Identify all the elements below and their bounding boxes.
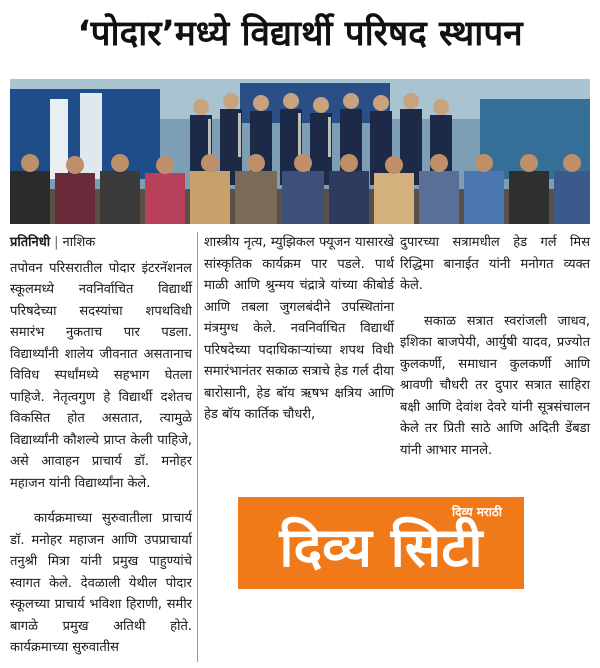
article-column-3 bbox=[400, 232, 590, 461]
article-paragraph: तपोवन परिसरातील पोदार इंटरनॅशनल स्कूलमध्ये नवनिर्वाचित विद्यार्थी परिषदेच्या सदस्यांचा शपथविधी समारंभ नुकताच पार पडला. विद्यार्थ्यांनी शालेय जीवनात असतानाच विविध स्पर्धांमध्ये सहभाग घेतला पाहिजे. नेतृत्वगुण हे विद्यार्थी दशेतच विकसित होत असतात, त्यामुळे विद्यार्थ्यांनी कौशल्ये प्राप्त केली पाहिजे, असे आवाहन प्राचार्य डॉ. मनोहर महाजन यांनी विद्यार्थ्यांना केले. bbox=[10, 260, 192, 491]
dateline-city: नाशिक bbox=[62, 235, 96, 250]
article-paragraph: कार्यक्रमाच्या सुरुवातीला प्राचार्य डॉ. मनोहर महाजन आणि उपप्राचार्या तनुश्री मित्रा यांनी प्रमुख पाहुण्यांचे स्वागत केले. देवळाली येथील पोदार स्कूलच्या प्राचार्य भविशा हिराणी, समीर बागळे प्रमुख अतिथी होते. कार्यक्रमाच्या सुरुवातीस bbox=[10, 511, 192, 655]
article-paragraph: दुपारच्या सत्रामधील हेड गर्ल मिस रिद्धिमा बानाईत यांनी मनोगत व्यक्त केले. bbox=[400, 235, 590, 293]
article-column-1 bbox=[10, 232, 192, 659]
divya-city-logo bbox=[238, 497, 524, 589]
logo-title: दिव्य सिटी bbox=[279, 516, 483, 579]
group-photo-icon bbox=[10, 79, 590, 224]
article-column-2 bbox=[204, 232, 394, 426]
article-paragraph: शास्त्रीय नृत्य, म्युझिकल फ्यूजन यासारखे सांस्कृतिक कार्यक्रम पार पडले. पार्थ माळी आणि श्रुन्मय चंद्रात्रे यांच्या कीबोर्ड आणि तबला जुगलबंदीने उपस्थितांना मंत्रमुग्ध केले. नवनिर्वाचित विद्यार्थी परिषदेच्या पदाधिकाऱ्यांच्या शपथ विधी समारंभानंतर सकाळ सत्राचे हेड गर्ल दीया बारोसानी, हेड बॉय ऋषभ क्षत्रिय आणि हेड बॉय कार्तिक चौधरी, bbox=[204, 235, 394, 422]
dateline-separator: | bbox=[54, 235, 59, 250]
column-divider bbox=[197, 232, 198, 662]
article-paragraph: सकाळ सत्रात स्वरांजली जाधव, इशिका बाजपेयी, आर्युषी यादव, प्रज्योत कुलकर्णी, समाधान कुलकर्णी आणि श्रावणी चौधरी तर दुपार सत्रात साहिरा बक्षी आणि देवांश देवरे यांनी सूत्रसंचालन केले तर प्रिती साठे आणि अदिती डेंबडा यांनी आभार मानले. bbox=[400, 313, 590, 458]
photo-illustration bbox=[10, 79, 590, 224]
dateline-reporter: प्रतिनिधी bbox=[10, 235, 51, 250]
logo-brand-text: दिव्य मराठी bbox=[452, 505, 502, 519]
page-title: ‘पोदार’मध्ये विद्यार्थी परिषद स्थापन bbox=[77, 14, 523, 54]
dateline bbox=[10, 232, 192, 254]
